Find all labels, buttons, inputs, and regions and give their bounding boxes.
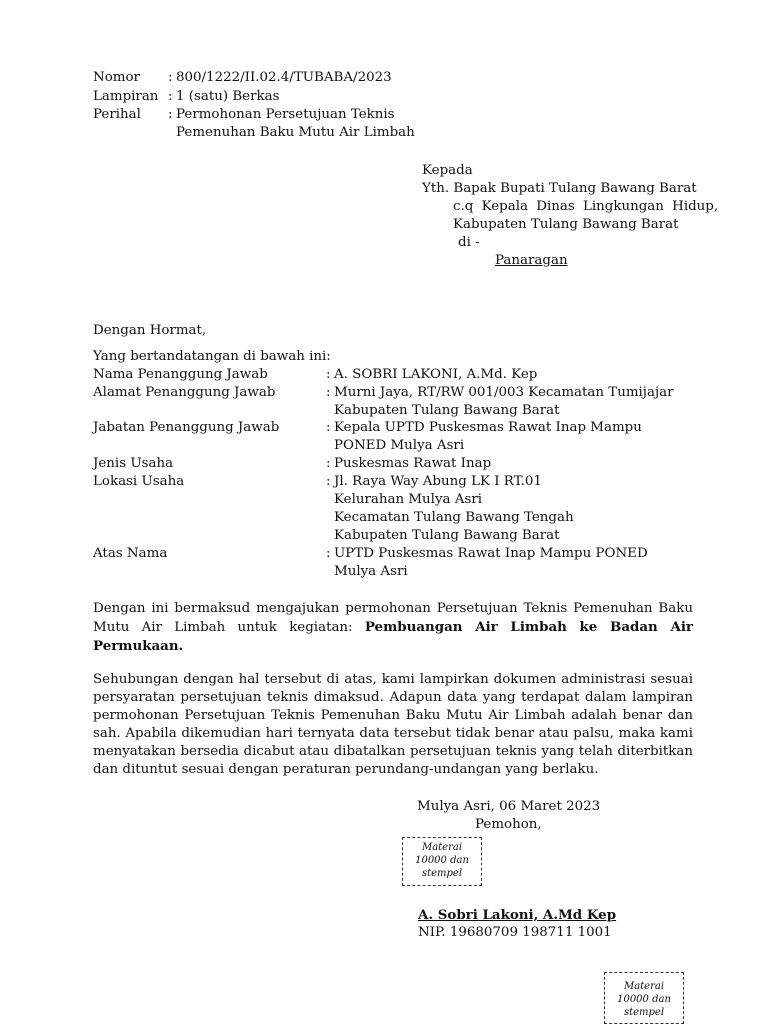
jabatan-value-line1: Kepala UPTD Puskesmas Rawat Inap Mampu <box>334 420 642 435</box>
recipient-line4: di - <box>458 235 480 250</box>
lokasi-label: Lokasi Usaha <box>93 474 185 489</box>
lokasi-value-line2: Kelurahan Mulya Asri <box>334 492 482 507</box>
place-date: Mulya Asri, 06 Maret 2023 <box>417 799 601 814</box>
body-paragraph-2: Sehubungan dengan hal tersebut di atas, kami lampirkan dokumen administrasi sesuai persyaratan persetujuan teknis dimaksud. Adapun data yang terdapat dalam lampiran permohonan Persetujuan Teknis Pemenuhan Baku Mutu Air Limbah adalah benar dan sah. Apabila dikemudian hari ternyata data tersebut tidak benar atau palsu, maka kami menyatakan bersedia dicabut atau dibatalkan persetujuan teknis yang telah diterbitkan dan dituntut sesuai dengan peraturan perundang-undangan yang berlaku. <box>93 672 693 777</box>
perihal-label: Perihal <box>93 107 141 122</box>
perihal-colon: : <box>168 107 173 122</box>
nama-value: A. SOBRI LAKONI, A.Md. Kep <box>334 367 538 382</box>
alamat-colon: : <box>326 385 331 400</box>
stamp-placeholder-2: Materai 10000 dan stempel <box>604 972 684 1024</box>
greeting: Dengan Hormat, <box>93 323 207 338</box>
recipient-line2-text: c.q Kepala Dinas Lingkungan Hidup, <box>453 199 719 214</box>
signer-role: Pemohon, <box>475 817 542 832</box>
jabatan-value-line2: PONED Mulya Asri <box>334 438 465 453</box>
jenis-label: Jenis Usaha <box>93 456 174 471</box>
body-paragraph-1-bold: Pembuangan Air Limbah ke Badan Air Permukaan. <box>93 619 693 654</box>
recipient-line3: Kabupaten Tulang Bawang Barat <box>453 217 679 232</box>
alamat-value-line2: Kabupaten Tulang Bawang Barat <box>334 403 560 418</box>
jenis-value: Puskesmas Rawat Inap <box>334 456 492 471</box>
lokasi-value-line1: Jl. Raya Way Abung LK I RT.01 <box>334 474 542 489</box>
recipient-kepada: Kepada <box>422 163 473 178</box>
lokasi-value-line4: Kabupaten Tulang Bawang Barat <box>334 528 560 543</box>
nama-label: Nama Penanggung Jawab <box>93 367 268 382</box>
lokasi-value-line3: Kecamatan Tulang Bawang Tengah <box>334 510 574 525</box>
atas-nama-label: Atas Nama <box>93 546 168 561</box>
nomor-label: Nomor <box>93 70 140 85</box>
lampiran-label: Lampiran <box>93 89 159 104</box>
recipient-line2 <box>453 198 731 216</box>
alamat-label: Alamat Penanggung Jawab <box>93 385 276 400</box>
body-paragraph-1 <box>93 600 693 656</box>
alamat-value-line1: Murni Jaya, RT/RW 001/003 Kecamatan Tumijajar <box>334 385 674 400</box>
atas-nama-value-line2: Mulya Asri <box>334 564 408 579</box>
nomor-value: 800/1222/II.02.4/TUBABA/2023 <box>176 70 392 85</box>
jenis-colon: : <box>326 456 331 471</box>
lokasi-colon: : <box>326 474 331 489</box>
jabatan-colon: : <box>326 420 331 435</box>
body-paragraph-1-text: Dengan ini bermaksud mengajukan permohonan Persetujuan Teknis Pemenuhan Baku Mutu Air Limbah untuk kegiatan: <box>93 601 693 635</box>
stamp-placeholder-1: Materai 10000 dan stempel <box>402 837 482 886</box>
signer-nip: NIP. 19680709 198711 1001 <box>418 925 612 940</box>
lampiran-value: 1 (satu) Berkas <box>176 89 280 104</box>
lampiran-colon: : <box>168 89 173 104</box>
nomor-colon: : <box>168 70 173 85</box>
recipient-place: Panaragan <box>495 253 568 268</box>
signer-name: A. Sobri Lakoni, A.Md Kep <box>418 907 617 923</box>
atas-nama-colon: : <box>326 546 331 561</box>
jabatan-label: Jabatan Penanggung Jawab <box>93 420 280 435</box>
recipient-line1: Yth. Bapak Bupati Tulang Bawang Barat <box>422 181 697 196</box>
perihal-value-line2: Pemenuhan Baku Mutu Air Limbah <box>176 125 415 140</box>
intro-line: Yang bertandatangan di bawah ini: <box>93 349 331 364</box>
nama-colon: : <box>326 367 331 382</box>
perihal-value-line1: Permohonan Persetujuan Teknis <box>176 107 395 122</box>
atas-nama-value-line1: UPTD Puskesmas Rawat Inap Mampu PONED <box>334 546 648 561</box>
